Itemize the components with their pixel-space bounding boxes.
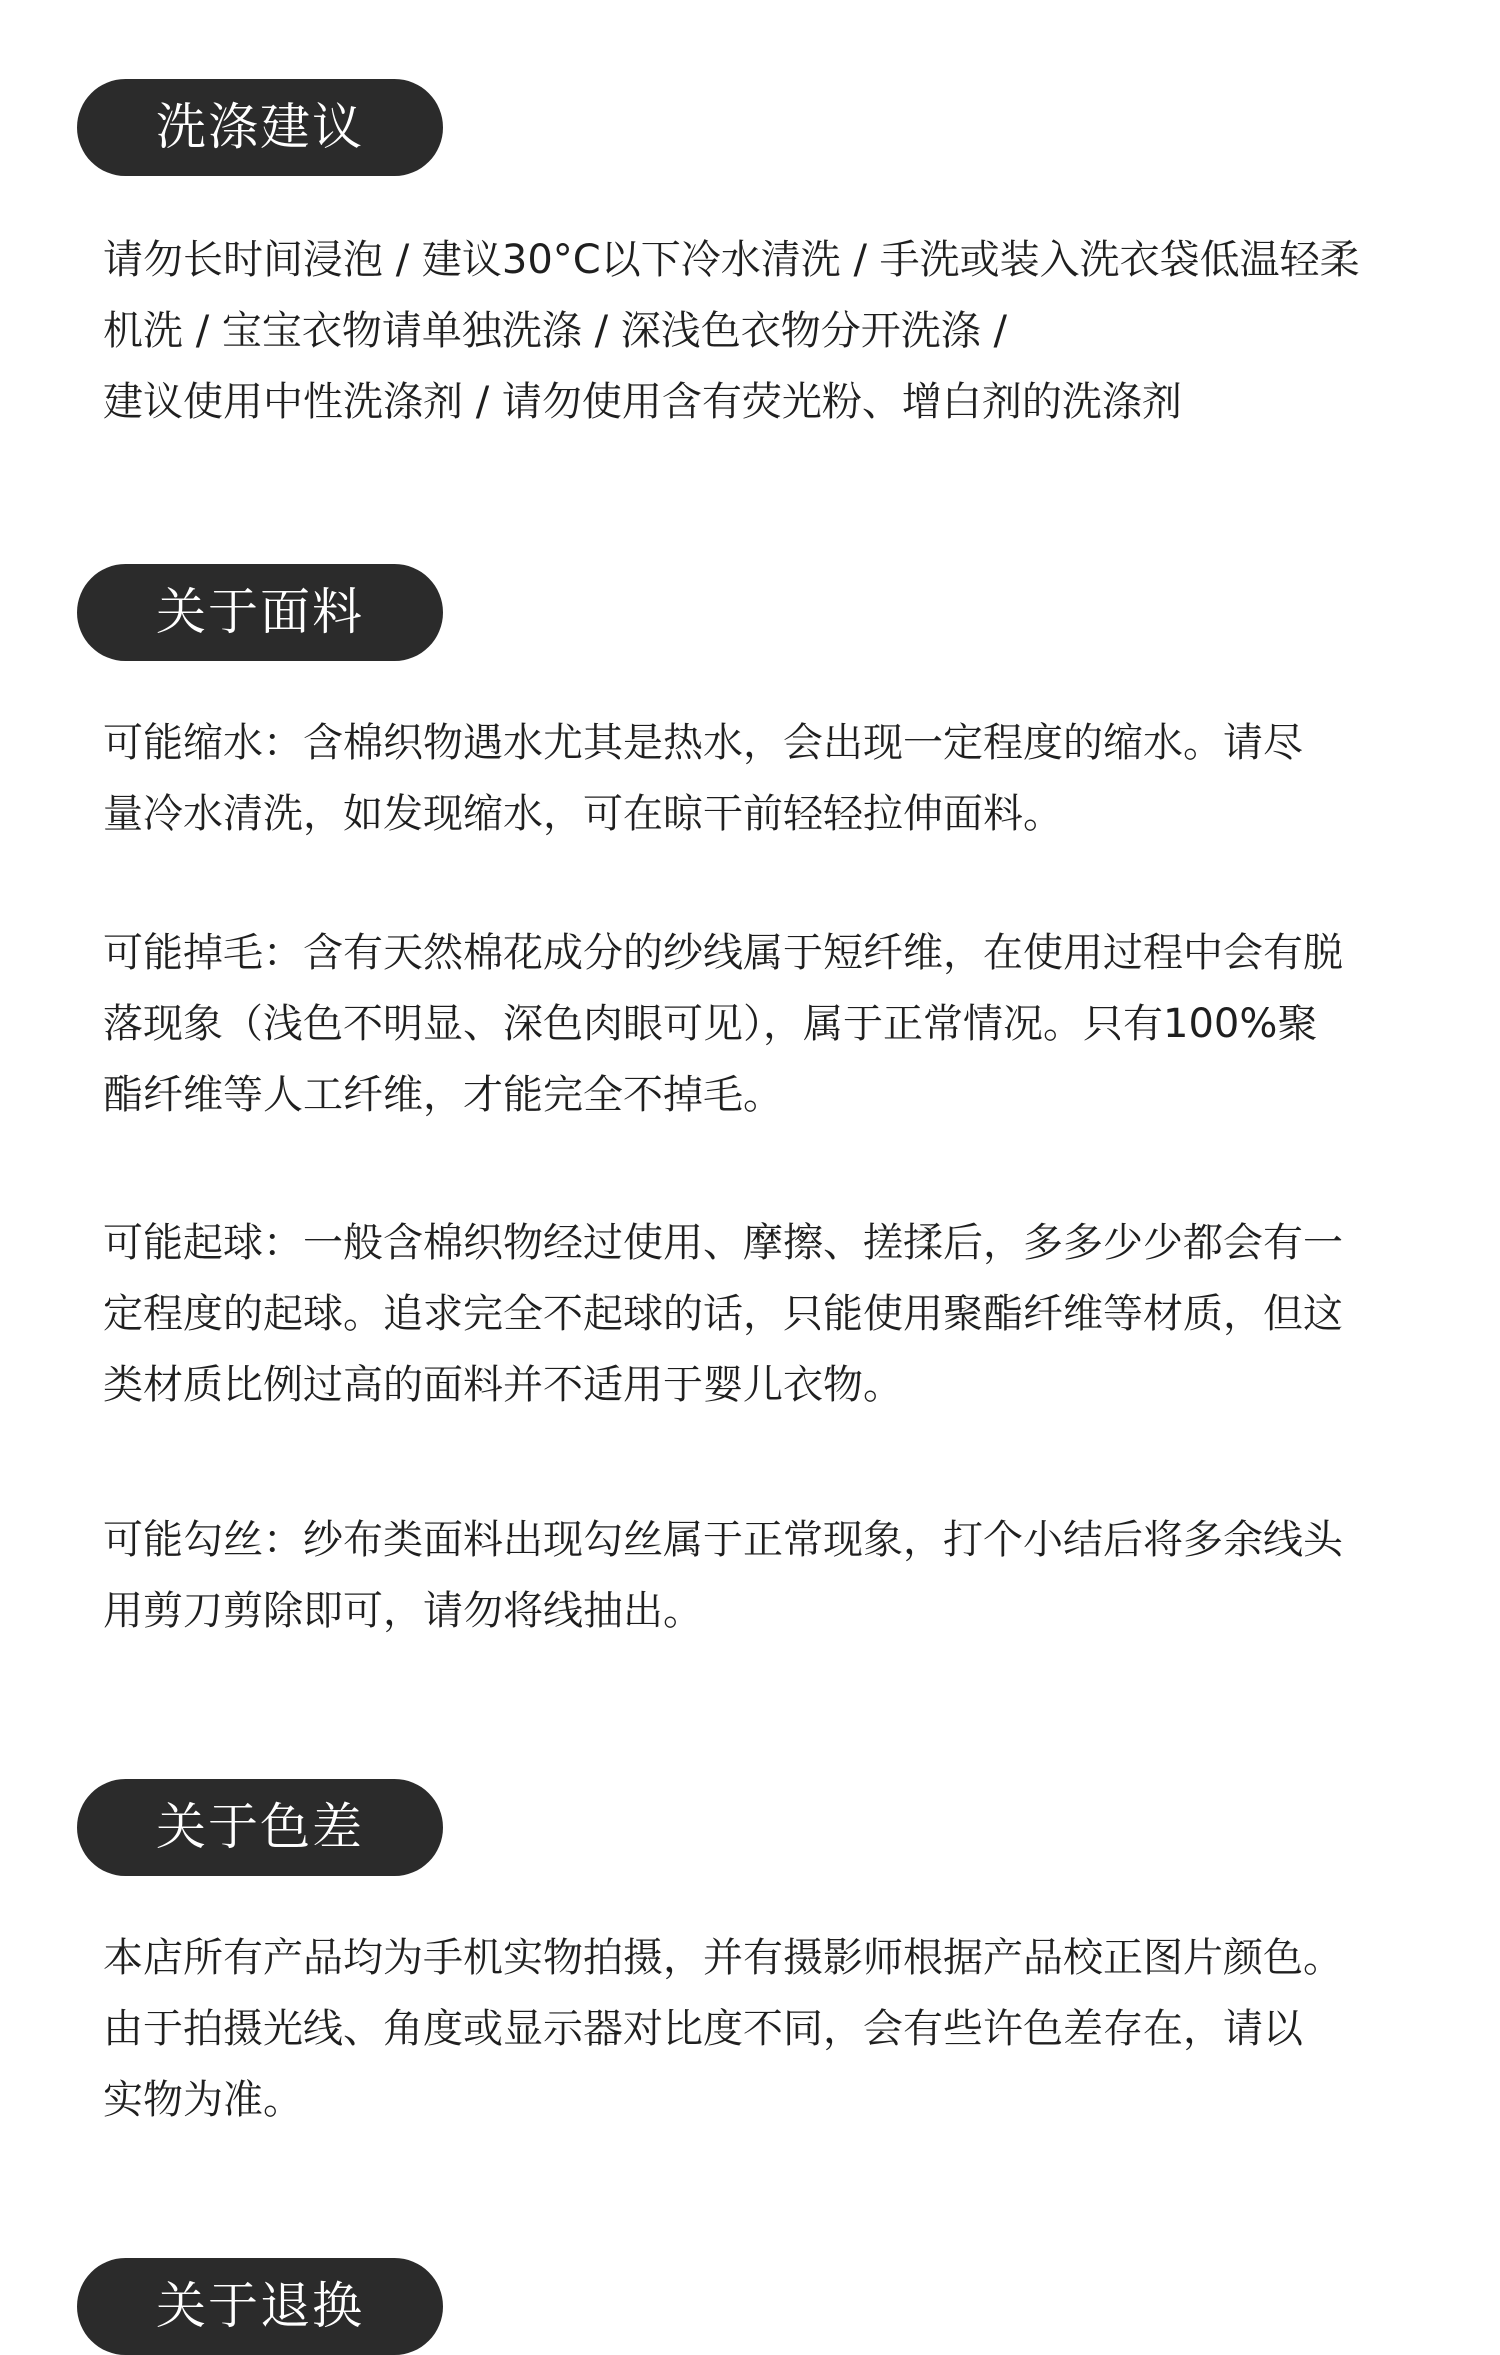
paragraph-line: 定程度的起球。追求完全不起球的话，只能使用聚酯纤维等材质，但这	[103, 1291, 1343, 1337]
fabric-snag-paragraph	[103, 1505, 1433, 1647]
section-title-color-difference: 关于色差	[77, 1779, 443, 1876]
washing-advice-paragraph	[103, 225, 1433, 438]
section-title-fabric: 关于面料	[77, 564, 443, 661]
paragraph-line: 可能缩水：含棉织物遇水尤其是热水，会出现一定程度的缩水。请尽	[103, 720, 1303, 766]
paragraph-line: 由于拍摄光线、角度或显示器对比度不同，会有些许色差存在，请以	[103, 2006, 1303, 2052]
color-difference-paragraph	[103, 1923, 1433, 2136]
fabric-lint-paragraph	[103, 918, 1433, 1131]
paragraph-line: 建议使用中性洗涤剂 / 请勿使用含有荧光粉、增白剂的洗涤剂	[103, 379, 1182, 425]
section-title-returns: 关于退换	[77, 2258, 443, 2355]
fabric-shrink-paragraph	[103, 708, 1433, 850]
paragraph-line: 量冷水清洗，如发现缩水，可在晾干前轻轻拉伸面料。	[103, 791, 1063, 837]
paragraph-line: 机洗 / 宝宝衣物请单独洗涤 / 深浅色衣物分开洗涤 /	[103, 308, 1008, 354]
paragraph-line: 本店所有产品均为手机实物拍摄，并有摄影师根据产品校正图片颜色。	[103, 1935, 1343, 1981]
section-title-washing: 洗涤建议	[77, 79, 443, 176]
paragraph-line: 可能勾丝：纱布类面料出现勾丝属于正常现象，打个小结后将多余线头	[103, 1517, 1343, 1563]
fabric-pilling-paragraph	[103, 1208, 1433, 1421]
paragraph-line: 请勿长时间浸泡 / 建议30°C以下冷水清洗 / 手洗或装入洗衣袋低温轻柔	[103, 237, 1360, 283]
paragraph-line: 可能起球：一般含棉织物经过使用、摩擦、搓揉后，多多少少都会有一	[103, 1220, 1343, 1266]
paragraph-line: 酯纤维等人工纤维，才能完全不掉毛。	[103, 1072, 783, 1118]
paragraph-line: 可能掉毛：含有天然棉花成分的纱线属于短纤维，在使用过程中会有脱	[103, 930, 1343, 976]
paragraph-line: 实物为准。	[103, 2077, 303, 2123]
paragraph-line: 用剪刀剪除即可，请勿将线抽出。	[103, 1588, 703, 1634]
paragraph-line: 类材质比例过高的面料并不适用于婴儿衣物。	[103, 1362, 903, 1408]
paragraph-line: 落现象（浅色不明显、深色肉眼可见），属于正常情况。只有100%聚	[103, 1001, 1318, 1047]
